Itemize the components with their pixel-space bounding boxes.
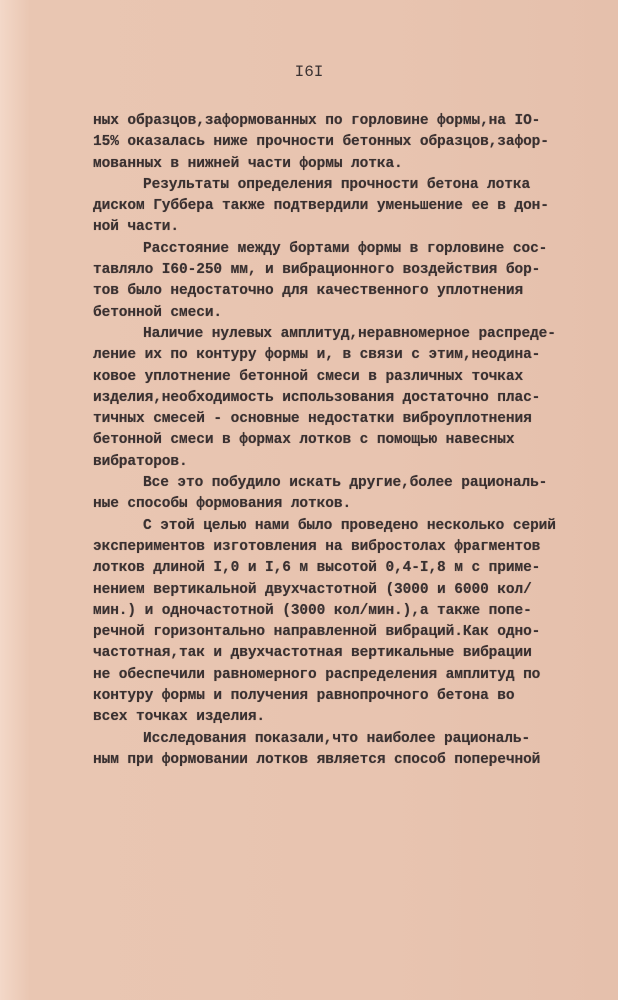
text-line: тичных смесей - основные недостатки виброуплотнения [93, 411, 532, 428]
text-line: ным при формовании лотков является способ поперечной [93, 751, 541, 768]
text-line: экспериментов изготовления на вибростолах фрагментов [93, 538, 541, 555]
text-line: 15% оказалась ниже прочности бетонных образцов,зафор- [93, 134, 549, 151]
text-line: Все это побудило искать другие,более рациональ- [143, 475, 548, 492]
text-line: изделия,необходимость использования достаточно плас- [93, 389, 541, 406]
text-line: вибраторов. [93, 453, 188, 470]
text-line: мованных в нижней части формы лотка. [93, 155, 403, 172]
text-line: речной горизонтально направленной вибраций.Как одно- [93, 624, 541, 641]
page-number: I6I [294, 63, 324, 81]
text-line: всех точках изделия. [93, 709, 266, 726]
text-line: Исследования показали,что наиболее рациональ- [143, 730, 531, 747]
text-line: С этой целью нами было проведено несколько серий [143, 517, 556, 534]
text-line: нением вертикальной двухчастотной (3000 и 6000 кол/ [93, 581, 532, 598]
text-line: контуру формы и получения равнопрочного бетона во [93, 688, 515, 705]
text-line: Наличие нулевых амплитуд,неравномерное распреде- [143, 325, 556, 342]
text-line: частотная,так и двухчастотная вертикальные вибрации [93, 645, 532, 662]
text-line: ных образцов,заформованных по горловине формы,на IO- [93, 113, 541, 129]
text-line: мин.) и одночастотной (3000 кол/мин.),а также попе- [93, 602, 532, 619]
text-line: тавляло I60-250 мм, и вибрационного воздействия бор- [93, 262, 541, 279]
text-line: бетонной смеси в формах лотков с помощью навесных [93, 432, 515, 449]
text-line: не обеспечили равномерного распределения амплитуд по [93, 666, 541, 683]
text-line: тов было недостаточно для качественного уплотнения [93, 283, 524, 300]
text-line: Расстояние между бортами формы в горловине сос- [143, 240, 548, 257]
page-body-text [93, 111, 563, 771]
text-line: Результаты определения прочности бетона лотка [143, 176, 531, 193]
text-line: ление их по контуру формы и, в связи с этим,неодина- [93, 347, 541, 364]
text-line: ной части. [93, 219, 180, 236]
text-line: ковое уплотнение бетонной смеси в различных точках [93, 368, 524, 385]
text-line: диском Губбера также подтвердили уменьшение ее в дон- [93, 198, 549, 215]
text-line: ные способы формования лотков. [93, 496, 352, 513]
text-line: лотков длиной I,0 и I,6 м высотой 0,4-I,8 м с приме- [93, 560, 541, 577]
text-line: бетонной смеси. [93, 304, 223, 321]
